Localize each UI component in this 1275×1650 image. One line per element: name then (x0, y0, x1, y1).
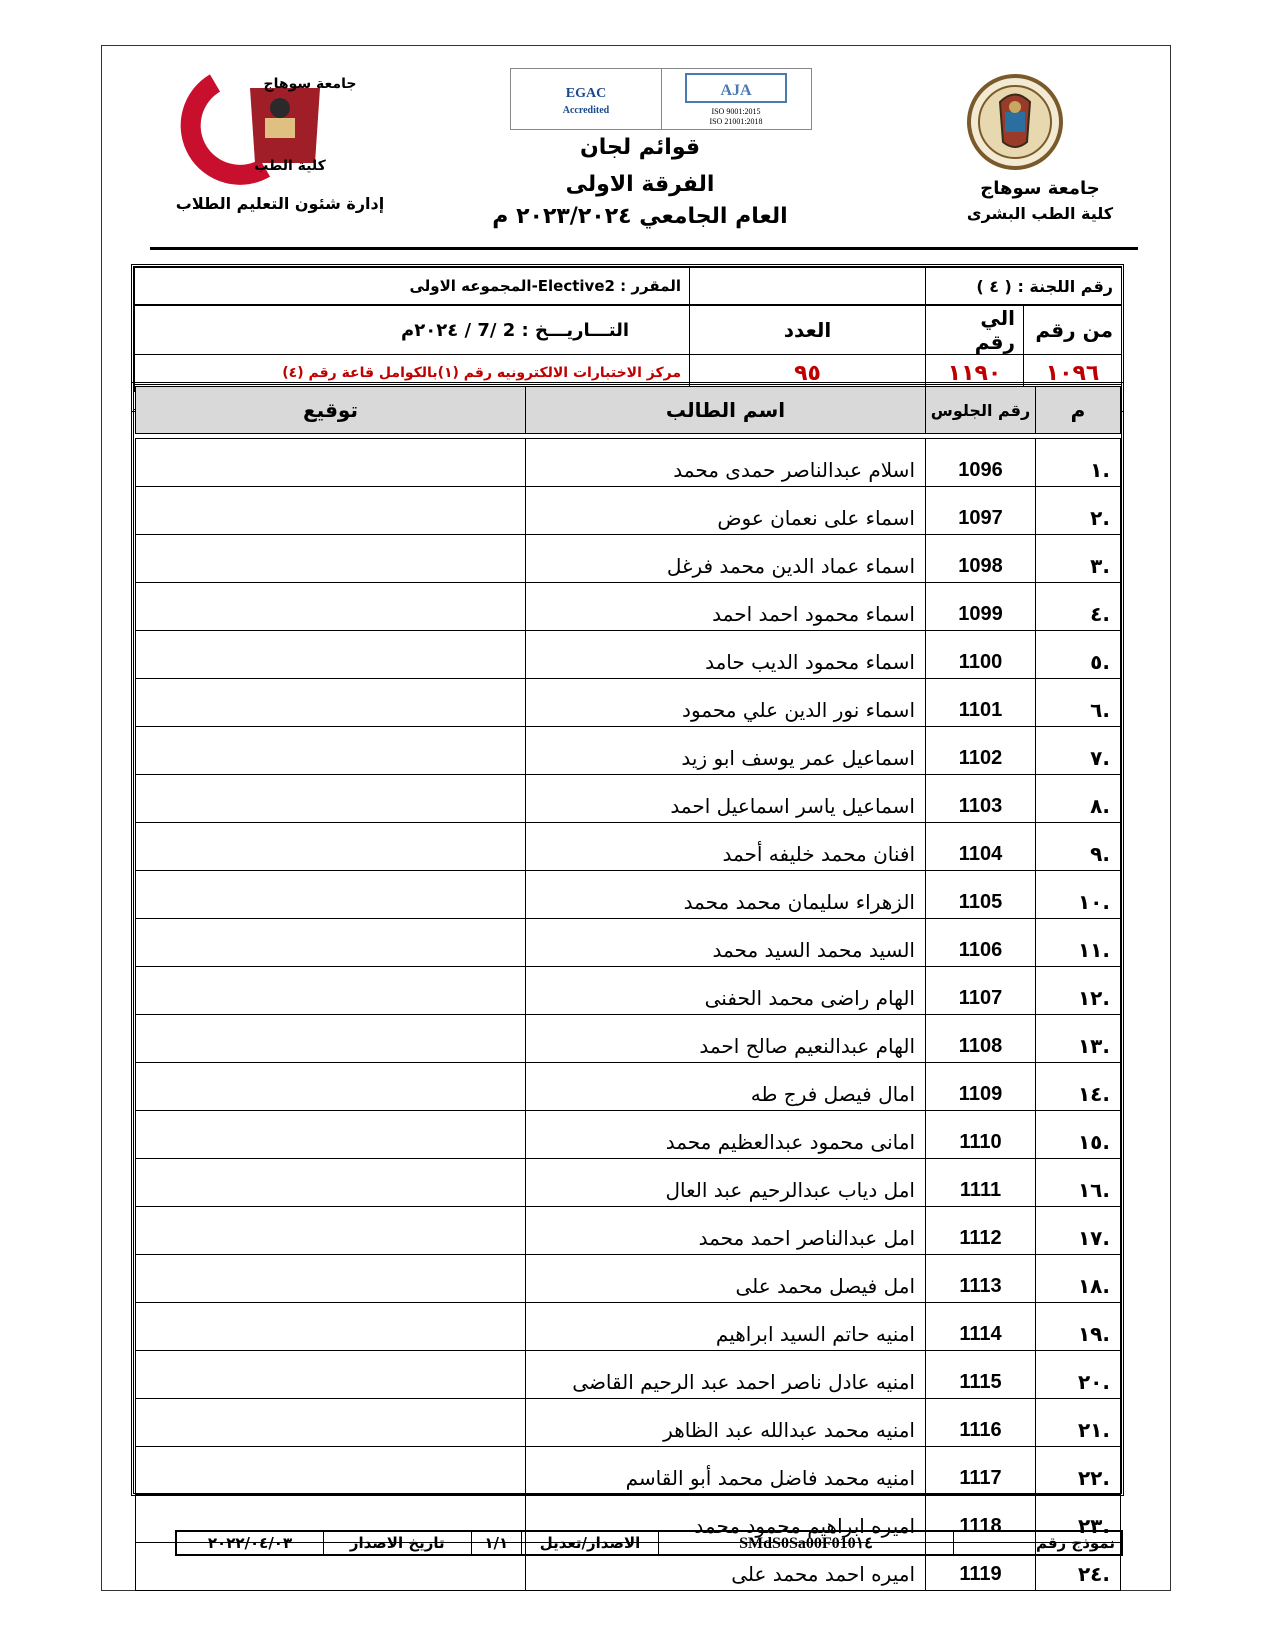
student-name: اسماء على نعمان عوض (526, 487, 926, 535)
student-row (136, 1207, 1121, 1255)
seat-number: 1097 (926, 487, 1036, 535)
row-number: .٩ (1036, 823, 1121, 871)
seat-number: 1105 (926, 871, 1036, 919)
signature-cell[interactable] (136, 631, 526, 679)
student-name: امال فيصل فرج طه (526, 1063, 926, 1111)
row-number: .٢٣ (1036, 1495, 1121, 1543)
class-title: الفرقة الاولى (565, 172, 715, 197)
seat-number: 1104 (926, 823, 1036, 871)
student-name: اسماعيل ياسر اسماعيل احمد (526, 775, 926, 823)
signature-cell[interactable] (136, 775, 526, 823)
count-value: ٩٥ (690, 355, 926, 392)
from-label: من رقم (1024, 306, 1122, 355)
seat-number: 1100 (926, 631, 1036, 679)
row-number: .١٠ (1036, 871, 1121, 919)
iso-9001-text: ISO 9001:2015 (711, 107, 761, 116)
student-name: اسماء عماد الدين محمد فرغل (526, 535, 926, 583)
student-name: السيد محمد السيد محمد (526, 919, 926, 967)
student-row (136, 487, 1121, 535)
row-number: .١٤ (1036, 1063, 1121, 1111)
document-title: قوائم لجان (579, 135, 701, 160)
signature-cell[interactable] (136, 823, 526, 871)
student-row (136, 1351, 1121, 1399)
signature-cell[interactable] (136, 1159, 526, 1207)
seat-number: 1114 (926, 1303, 1036, 1351)
form-code: SMdS0Sa00F010١٤ (659, 1531, 954, 1555)
student-name: اميره احمد محمد على (526, 1543, 926, 1591)
header-signature: توقيع (136, 387, 526, 434)
faculty-logo-bottom-text: كلية الطب (254, 158, 326, 174)
row-number: .٧ (1036, 727, 1121, 775)
student-row (136, 631, 1121, 679)
seat-number: 1118 (926, 1495, 1036, 1543)
row-number: .٢٢ (1036, 1447, 1121, 1495)
exam-date: التـــاريـــخ : 2 /7 / ٢٠٢٤م (135, 306, 690, 355)
student-row (136, 1111, 1121, 1159)
signature-cell[interactable] (136, 487, 526, 535)
student-row (136, 1303, 1121, 1351)
from-value: ١٠٩٦ (1024, 355, 1122, 392)
version-value: ١/١ (471, 1531, 522, 1555)
row-number: .٢٤ (1036, 1543, 1121, 1591)
committee-range-table (134, 305, 1122, 392)
seat-number: 1113 (926, 1255, 1036, 1303)
student-name: امنيه محمد فاضل محمد أبو القاسم (526, 1447, 926, 1495)
signature-cell[interactable] (136, 967, 526, 1015)
student-name: امنيه عادل ناصر احمد عبد الرحيم القاضى (526, 1351, 926, 1399)
university-seal-logo (965, 72, 1065, 176)
faculty-name: كلية الطب البشرى (966, 204, 1114, 223)
signature-cell[interactable] (136, 1351, 526, 1399)
row-number: .٢١ (1036, 1399, 1121, 1447)
empty-cell (690, 268, 926, 305)
row-number: .٣ (1036, 535, 1121, 583)
egac-accredited-text: Accredited (562, 105, 610, 116)
row-number: .١٦ (1036, 1159, 1121, 1207)
signature-cell[interactable] (136, 535, 526, 583)
seat-number: 1115 (926, 1351, 1036, 1399)
certification-logo (510, 68, 812, 130)
student-row (136, 1159, 1121, 1207)
student-row (136, 823, 1121, 871)
row-number: .٤ (1036, 583, 1121, 631)
student-row (136, 535, 1121, 583)
university-name: جامعة سوهاج (980, 178, 1100, 199)
seat-number: 1101 (926, 679, 1036, 727)
student-row (136, 919, 1121, 967)
course-name: المقرر : Elective2-المجموعه الاولى (135, 268, 690, 305)
header-name: اسم الطالب (526, 387, 926, 434)
student-row (136, 775, 1121, 823)
student-name: الهام راضى محمد الحفنى (526, 967, 926, 1015)
student-name: اسلام عبدالناصر حمدى محمد (526, 439, 926, 487)
seat-number: 1117 (926, 1447, 1036, 1495)
committee-number: رقم اللجنة : ( ٤ ) (926, 268, 1122, 305)
header-divider (150, 247, 1138, 250)
student-row (136, 727, 1121, 775)
signature-cell[interactable] (136, 1255, 526, 1303)
signature-cell[interactable] (136, 679, 526, 727)
header-num: م (1036, 387, 1121, 434)
signature-cell[interactable] (136, 439, 526, 487)
signature-cell[interactable] (136, 1015, 526, 1063)
student-name: امل دياب عبدالرحيم عبد العال (526, 1159, 926, 1207)
version-label: الاصدار/تعديل (522, 1531, 659, 1555)
row-number: .٨ (1036, 775, 1121, 823)
row-number: .١١ (1036, 919, 1121, 967)
header-seat: رقم الجلوس (926, 387, 1036, 434)
student-row (136, 583, 1121, 631)
signature-cell[interactable] (136, 1207, 526, 1255)
seat-number: 1098 (926, 535, 1036, 583)
student-row (136, 1447, 1121, 1495)
signature-cell[interactable] (136, 1063, 526, 1111)
seat-number: 1108 (926, 1015, 1036, 1063)
student-name: افنان محمد خليفه أحمد (526, 823, 926, 871)
student-row (136, 1015, 1121, 1063)
student-name: اميره ابراهيم محمود محمد (526, 1495, 926, 1543)
signature-cell[interactable] (136, 1447, 526, 1495)
aja-text: AJA (720, 82, 752, 99)
student-name: امانى محمود عبدالعظيم محمد (526, 1111, 926, 1159)
exam-location: مركز الاختبارات الالكترونيه رقم (١)بالكوامل قاعة رقم (٤) (135, 355, 690, 392)
department-name: إدارة شئون التعليم الطلاب (175, 194, 385, 213)
signature-cell[interactable] (136, 871, 526, 919)
issue-date-label: تاريخ الاصدار (324, 1531, 471, 1555)
row-number: .١٢ (1036, 967, 1121, 1015)
students-table-header (136, 387, 1121, 434)
seat-number: 1110 (926, 1111, 1036, 1159)
students-table (135, 386, 1121, 1591)
row-number: .٢٠ (1036, 1351, 1121, 1399)
student-name: امنيه محمد عبدالله عبد الظاهر (526, 1399, 926, 1447)
seat-number: 1111 (926, 1159, 1036, 1207)
signature-cell[interactable] (136, 1399, 526, 1447)
committee-info-table (134, 267, 1122, 305)
row-number: .١٧ (1036, 1207, 1121, 1255)
seat-number: 1109 (926, 1063, 1036, 1111)
row-number: .٢ (1036, 487, 1121, 535)
signature-cell[interactable] (136, 727, 526, 775)
student-name: اسماء محمود احمد احمد (526, 583, 926, 631)
student-row (136, 1255, 1121, 1303)
signature-cell[interactable] (136, 919, 526, 967)
row-number: .١٥ (1036, 1111, 1121, 1159)
row-number: .٥ (1036, 631, 1121, 679)
row-number: .١ (1036, 439, 1121, 487)
student-name: اسماء نور الدين علي محمود (526, 679, 926, 727)
seat-number: 1102 (926, 727, 1036, 775)
faculty-logo (170, 68, 357, 182)
student-name: اسماعيل عمر يوسف ابو زيد (526, 727, 926, 775)
issue-date: ٢٠٢٢/٠٤/٠٣ (176, 1531, 324, 1555)
row-number: .٦ (1036, 679, 1121, 727)
form-number-label: نموذج رقم (953, 1531, 1122, 1555)
signature-cell[interactable] (136, 1111, 526, 1159)
faculty-logo-top-text: جامعة سوهاج (263, 76, 357, 92)
count-label: العدد (690, 306, 926, 355)
seat-number: 1096 (926, 439, 1036, 487)
student-name: اسماء محمود الديب حامد (526, 631, 926, 679)
to-label: الي رقم (926, 306, 1024, 355)
seat-number: 1106 (926, 919, 1036, 967)
student-row (136, 967, 1121, 1015)
seat-number: 1116 (926, 1399, 1036, 1447)
row-number: .١٣ (1036, 1015, 1121, 1063)
seat-number: 1119 (926, 1543, 1036, 1591)
to-value: ١١٩٠ (926, 355, 1024, 392)
seat-number: 1112 (926, 1207, 1036, 1255)
student-row (136, 439, 1121, 487)
student-row (136, 871, 1121, 919)
egac-text: EGAC (565, 86, 607, 101)
student-row (136, 1063, 1121, 1111)
student-name: امل فيصل محمد على (526, 1255, 926, 1303)
row-number: .١٨ (1036, 1255, 1121, 1303)
iso-21001-text: ISO 21001:2018 (709, 117, 763, 126)
student-row (136, 679, 1121, 727)
academic-year-title: العام الجامعي ٢٠٢٣/٢٠٢٤ م (492, 204, 788, 229)
signature-cell[interactable] (136, 583, 526, 631)
student-name: الزهراء سليمان محمد محمد (526, 871, 926, 919)
seat-number: 1099 (926, 583, 1036, 631)
row-number: .١٩ (1036, 1303, 1121, 1351)
signature-cell[interactable] (136, 1303, 526, 1351)
form-footer (175, 1530, 1123, 1556)
student-row (136, 1399, 1121, 1447)
seat-number: 1103 (926, 775, 1036, 823)
student-name: امنيه حاتم السيد ابراهيم (526, 1303, 926, 1351)
student-name: امل عبدالناصر احمد محمد (526, 1207, 926, 1255)
student-name: الهام عبدالنعيم صالح احمد (526, 1015, 926, 1063)
seat-number: 1107 (926, 967, 1036, 1015)
